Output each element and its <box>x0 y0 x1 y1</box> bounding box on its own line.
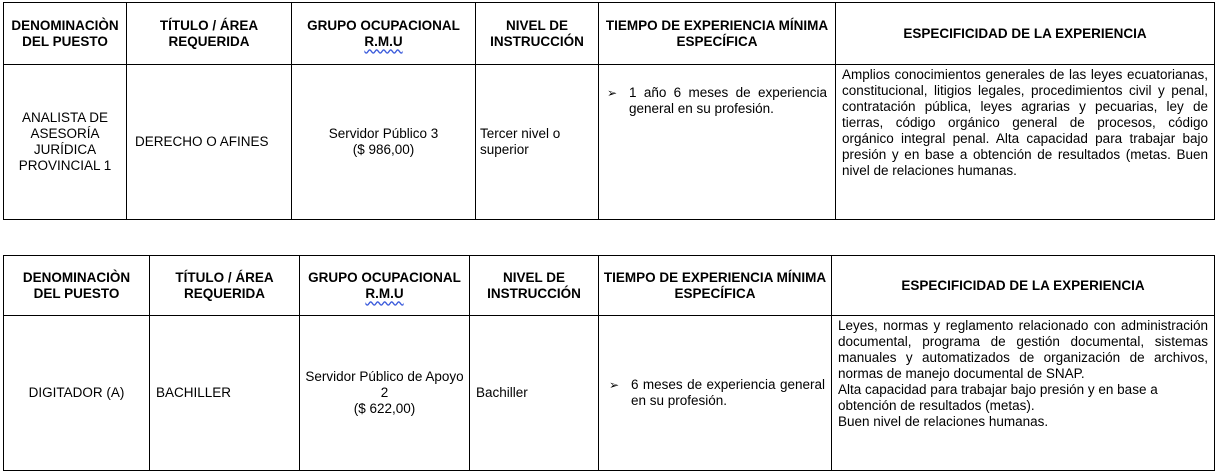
cell-especificidad <box>836 65 1215 220</box>
cell-grupo-text: Servidor Público de Apoyo 2 <box>305 369 464 400</box>
especificidad-paragraph: Buen nivel de relaciones humanas. <box>838 414 1049 429</box>
table-header-row <box>4 3 1215 65</box>
arrow-bullet-icon: ➢ <box>607 86 618 100</box>
table-header-row <box>4 256 1215 316</box>
header-nivel: NIVEL DE INSTRUCCIÓN <box>476 3 599 65</box>
header-grupo <box>292 3 476 65</box>
header-titulo: TÍTULO / ÁREA REQUERIDA <box>150 256 300 316</box>
cell-tiempo-text: 6 meses de experiencia general en su profesión. <box>631 377 825 408</box>
cell-denominacion: DIGITADOR (A) <box>4 316 150 471</box>
cell-tiempo <box>599 316 832 471</box>
job-table-digitador <box>3 255 1215 471</box>
especificidad-paragraph: Alta capacidad para trabajar bajo presión y en base a obtención de resultados (metas). <box>838 382 1158 413</box>
table-row <box>4 316 1215 471</box>
header-grupo-label: GRUPO OCUPACIONAL <box>307 17 460 33</box>
cell-titulo: DERECHO O AFINES <box>127 65 292 220</box>
header-tiempo: TIEMPO DE EXPERIENCIA MÍNIMA ESPECÍFICA <box>599 256 832 316</box>
cell-grupo <box>292 65 476 220</box>
cell-rmu-text: ($ 622,00) <box>353 401 416 416</box>
header-denominacion: DENOMINACIÒN DEL PUESTO <box>4 3 127 65</box>
header-rmu-label: R.M.U <box>365 285 404 301</box>
cell-grupo-text: Servidor Público 3 <box>328 126 439 141</box>
table-row <box>4 65 1215 220</box>
header-nivel: NIVEL DE INSTRUCCIÓN <box>470 256 599 316</box>
especificidad-paragraph: Leyes, normas y reglamento relacionado con administración documental, programa de gestión documental, sistemas manuales y automatizados de organización de archivos, normas de manejo documental de SNAP. <box>838 318 1208 381</box>
arrow-bullet-icon: ➢ <box>609 378 620 392</box>
header-grupo <box>300 256 470 316</box>
cell-nivel: Tercer nivel o superior <box>476 65 599 220</box>
cell-denominacion: ANALISTA DE ASESORÍA JURÍDICA PROVINCIAL 1 <box>4 65 127 220</box>
cell-grupo <box>300 316 470 471</box>
header-tiempo: TIEMPO DE EXPERIENCIA MÍNIMA ESPECÍFICA <box>599 3 836 65</box>
especificidad-paragraph: Amplios conocimientos generales de las leyes ecuatorianas, constitucional, litigios legales, procedimientos civil y penal, contratación pública, leyes agrarias y pecuarias, ley de tierras, código orgánico general de procesos, código orgánico integral penal. Alta capacidad para trabajar bajo presión y en base a obtención de resultados (metas. Buen nivel de relaciones humanas. <box>842 67 1208 178</box>
cell-tiempo <box>599 65 836 220</box>
cell-tiempo-text: 1 año 6 meses de experiencia general en su profesión. <box>629 85 827 116</box>
header-denominacion: DENOMINACIÒN DEL PUESTO <box>4 256 150 316</box>
header-titulo: TÍTULO / ÁREA REQUERIDA <box>127 3 292 65</box>
header-especificidad: ESPECIFICIDAD DE LA EXPERIENCIA <box>832 256 1215 316</box>
header-grupo-label: GRUPO OCUPACIONAL <box>308 269 461 285</box>
header-rmu-label: R.M.U <box>364 33 403 49</box>
job-table-analista <box>3 2 1215 220</box>
cell-rmu-text: ($ 986,00) <box>352 142 415 157</box>
header-especificidad: ESPECIFICIDAD DE LA EXPERIENCIA <box>836 3 1215 65</box>
cell-especificidad <box>832 316 1215 471</box>
cell-titulo: BACHILLER <box>150 316 300 471</box>
cell-nivel: Bachiller <box>470 316 599 471</box>
